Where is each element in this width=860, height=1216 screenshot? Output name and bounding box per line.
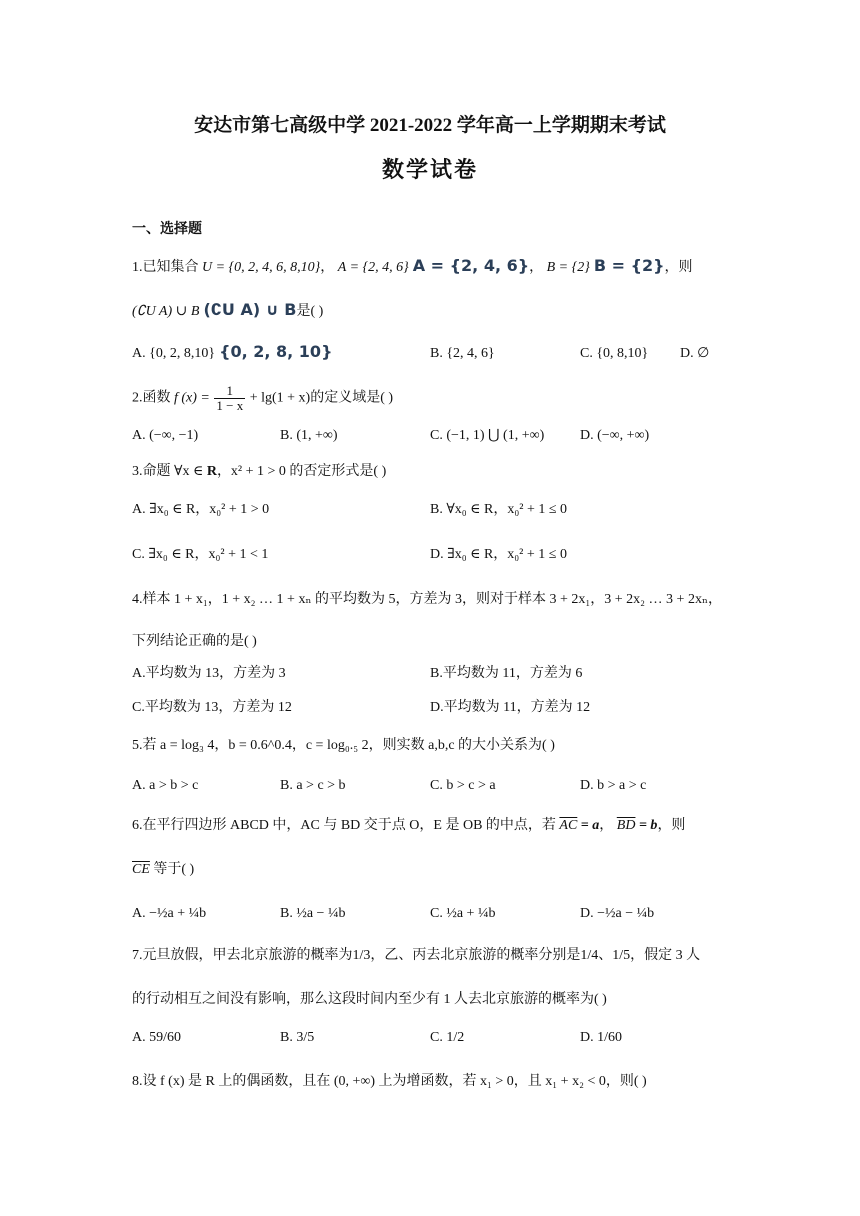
q6-option-a: A. −½a + ¼b bbox=[132, 906, 207, 921]
question-2 bbox=[132, 384, 393, 413]
q3-text2: ，x² + 1 > 0 的否定形式是( ) bbox=[216, 464, 387, 479]
q2-fraction bbox=[214, 384, 245, 413]
question-1-line2 bbox=[132, 300, 323, 322]
q7-prob-yi: 1/4 bbox=[580, 948, 599, 963]
q7-option-d: D. 1/60 bbox=[580, 1030, 622, 1045]
q5-option-a: A. a > b > c bbox=[132, 778, 199, 793]
q6-option-c: C. ½a + ¼b bbox=[430, 906, 496, 921]
q1-set-a-image: A = {2, 4, 6} bbox=[412, 256, 530, 275]
q4-option-c: C.平均数为 13，方差为 12 bbox=[132, 700, 292, 715]
q1-option-d: D. ∅ bbox=[680, 346, 710, 361]
q2-option-b: B. (1, +∞) bbox=[280, 428, 338, 443]
q2-prefix: 2.函数 bbox=[132, 390, 171, 406]
question-3 bbox=[132, 462, 386, 482]
q1-set-a: A = {2, 4, 6} bbox=[337, 260, 409, 275]
q7-prob-jia: 1/3 bbox=[352, 948, 371, 963]
section-heading: 一、选择题 bbox=[132, 222, 202, 237]
q1-then: ，则 bbox=[664, 260, 693, 275]
q5-option-b: B. a > c > b bbox=[280, 778, 346, 793]
q7-option-c: C. 1/2 bbox=[430, 1030, 465, 1045]
question-4-line2: 下列结论正确的是( ) bbox=[132, 634, 257, 649]
q1-option-a bbox=[132, 342, 332, 364]
exam-title: 安达市第七高级中学 2021-2022 学年高一上学期期末考试 bbox=[194, 115, 666, 136]
q3-option-a: A. ∃x₀ ∈ R，x₀² + 1 > 0 bbox=[132, 502, 270, 517]
q7-text-c: ，假定 3 人 bbox=[630, 948, 701, 963]
question-7-line2: 的行动相互之间没有影响，那么这段时间内至少有 1 人去北京旅游的概率为( ) bbox=[132, 992, 607, 1007]
q7-text-a: 7.元旦放假，甲去北京旅游的概率为 bbox=[132, 948, 353, 963]
q3-option-d: D. ∃x₀ ∈ R，x₀² + 1 ≤ 0 bbox=[430, 547, 567, 562]
q1-option-a-image: {0, 2, 8, 10} bbox=[219, 342, 333, 361]
q1-set-b: B = {2} bbox=[546, 260, 590, 275]
question-7 bbox=[132, 946, 700, 966]
q2-option-a: A. (−∞, −1) bbox=[132, 428, 199, 443]
q6-vector-ce: $\overline{CE}$ bbox=[132, 862, 150, 877]
q6-text: 6.在平行四边形 ABCD 中，AC 与 BD 交于点 O，E 是 OB 的中点，若 bbox=[132, 818, 556, 833]
q6-option-b: B. ½a − ¼b bbox=[280, 906, 346, 921]
question-6 bbox=[132, 816, 685, 836]
q6-separator: ， bbox=[599, 818, 614, 833]
q1-prefix: 1.已知集合 bbox=[132, 260, 199, 275]
q1-expression: (∁U A) ∪ B bbox=[132, 304, 200, 319]
q2-option-c: C. (−1, 1) ⋃ (1, +∞) bbox=[430, 428, 545, 443]
q7-prob-bing: 1/5 bbox=[612, 948, 631, 963]
q1-set-u: U = {0, 2, 4, 6, 8,10} bbox=[202, 260, 321, 275]
q6-then: ，则 bbox=[657, 818, 686, 833]
q7-option-b: B. 3/5 bbox=[280, 1030, 315, 1045]
q3-text1: 3.命题 ∀x ∈ bbox=[132, 464, 207, 479]
exam-subtitle: 数学试卷 bbox=[381, 157, 478, 182]
q1-expression-image: (∁U A) ∪ B bbox=[203, 300, 297, 319]
q1-option-c: C. {0, 8,10} bbox=[580, 346, 649, 361]
question-6-line2 bbox=[132, 860, 194, 880]
q1-option-a-text: A. {0, 2, 8,10} bbox=[132, 346, 216, 361]
q2-ask: 的定义域是( ) bbox=[310, 390, 394, 406]
q2-fraction-num: 1 bbox=[214, 384, 245, 399]
q4-option-b: B.平均数为 11，方差为 6 bbox=[430, 666, 583, 681]
q3-option-c: C. ∃x₀ ∈ R，x₀² + 1 < 1 bbox=[132, 547, 269, 562]
q4-option-d: D.平均数为 11，方差为 12 bbox=[430, 700, 591, 715]
question-5: 5.若 a = log₃ 4，b = 0.6^0.4，c = log₀.₅ 2，则实数 a,b,c 的大小关系为( ) bbox=[132, 738, 555, 753]
question-8: 8.设 f (x) 是 R 上的偶函数，且在 (0, +∞) 上为增函数，若 x₁ > 0，且 x₁ + x₂ < 0，则( ) bbox=[132, 1074, 647, 1089]
q3-option-b: B. ∀x₀ ∈ R，x₀² + 1 ≤ 0 bbox=[430, 502, 568, 517]
question-1: 1.已知集合 U = {0, 2, 4, 6, 8,10}， A = {2, 4, 6} A = {2, 4, 6}， B = {2} B = {2}，则 bbox=[132, 256, 693, 275]
q6-eq-b: = b bbox=[635, 818, 658, 833]
q1-ask: 是( ) bbox=[296, 304, 324, 319]
q6-option-d: D. −½a − ¼b bbox=[580, 906, 655, 921]
q6-vector-bd: $\overline{BD}$ bbox=[616, 818, 636, 833]
q3-real-set: R bbox=[206, 464, 217, 479]
question-4: 4.样本 1 + x₁，1 + x₂ … 1 + xₙ 的平均数为 5，方差为 3，则对于样本 3 + 2x₁，3 + 2x₂ … 3 + 2xₙ， bbox=[132, 592, 723, 607]
q2-function: f (x) = bbox=[174, 390, 210, 406]
q7-option-a: A. 59/60 bbox=[132, 1030, 181, 1045]
q2-rest: + lg(1 + x) bbox=[249, 390, 311, 406]
q7-mid: 、 bbox=[598, 948, 613, 963]
q2-option-d: D. (−∞, +∞) bbox=[580, 428, 650, 443]
q5-option-d: D. b > a > c bbox=[580, 778, 647, 793]
q4-option-a: A.平均数为 13，方差为 3 bbox=[132, 666, 286, 681]
q1-set-b-image: B = {2} bbox=[593, 256, 665, 275]
q6-ask: 等于( ) bbox=[149, 862, 195, 877]
q1-option-b: B. {2, 4, 6} bbox=[430, 346, 495, 361]
q2-fraction-den: 1 − x bbox=[216, 398, 244, 413]
q7-text-b: ，乙、丙去北京旅游的概率分别是 bbox=[370, 948, 581, 963]
q6-vector-ac: $\overline{AC}$ bbox=[559, 818, 578, 833]
q6-eq-a: = a bbox=[577, 818, 600, 833]
q5-option-c: C. b > c > a bbox=[430, 778, 496, 793]
